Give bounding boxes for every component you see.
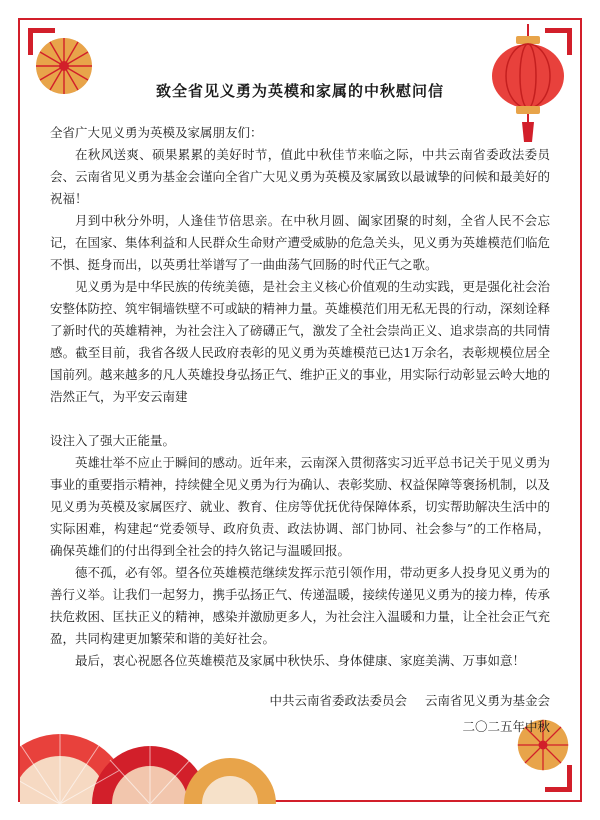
letter-greeting: 全省广大见义勇为英模及家属朋友们： — [50, 125, 263, 140]
letter-paragraph: 设注入了强大正能量。 — [50, 433, 176, 448]
page-break — [50, 408, 550, 430]
letter-paragraph: 德不孤，必有邻。望各位英雄模范继续发挥示范引领作用，带动更多人投身见义勇为的善行义举。让我们一起努力，携手弘扬正气、传递温暖，接续传递见义勇为的接力棒，传承扶危救困、匡扶正义的精神，感染并激励更多人，为社会注入温暖和力量，让全社会正气充盈，共同构建更加繁荣和谐的美好社会。 — [50, 565, 551, 646]
signature-org-2: 云南省见义勇为基金会 — [424, 693, 550, 708]
letter-paragraph: 见义勇为是中华民族的传统美德，是社会主义核心价值观的生动实践，更是强化社会治安整体防控、筑牢铜墙铁壁不可或缺的精神力量。英雄模范们用无私无畏的行动，深刻诠释了新时代的英雄精神，为社会注入了磅礴正气，激发了全社会崇尚正义、追求崇高的共同情感。截至目前，我省各级人民政府表彰的见义勇为英雄模范已达1万余名，表彰规模位居全国前列。越来越多的凡人英雄投身弘扬正气、维护正义的事业，用实际行动彰显云岭大地的浩然正气，为平安云南建 — [50, 279, 551, 404]
letter-paragraph: 最后，衷心祝愿各位英雄模范及家属中秋快乐、身体健康、家庭美满、万事如意！ — [75, 653, 526, 668]
letter-paragraph: 英雄壮举不应止于瞬间的感动。近年来，云南深入贯彻落实习近平总书记关于见义勇为事业的重要指示精神，持续健全见义勇为行为确认、表彰奖励、权益保障等褒扬机制，以及见义勇为英模及家属医疗、就业、教育、住房等优抚优待保障体系，切实帮助解决生活中的实际困难，构建起“党委领导、政府负责、政法协调、部门协同、社会参与”的工作格局，确保英雄们的付出得到全社会的持久铭记与温暖回报。 — [50, 455, 551, 558]
letter-paragraph: 月到中秋分外明，人逢佳节倍思亲。在中秋月圆、阖家团聚的时刻，全省人民不会忘记，在国家、集体利益和人民群众生命财产遭受威胁的危急关头，见义勇为英雄模范们临危不惧、挺身而出，以英勇壮举谱写了一曲曲荡气回肠的时代正气之歌。 — [50, 213, 551, 272]
letter-paragraph: 在秋风送爽、硕果累累的美好时节，值此中秋佳节来临之际，中共云南省委政法委员会、云南省见义勇为基金会谨向全省广大见义勇为英模及家属致以最诚挚的问候和最美好的祝福！ — [50, 147, 551, 206]
letter-title: 致全省见义勇为英模和家属的中秋慰问信 — [155, 82, 444, 100]
letter-body — [50, 122, 550, 672]
signature-org-1: 中共云南省委政法委员会 — [269, 693, 407, 708]
fan-decoration-icon — [20, 700, 280, 804]
signature-orgs — [269, 688, 550, 714]
signature-date: 二〇二五年中秋 — [462, 719, 550, 734]
signature-block — [269, 688, 550, 740]
